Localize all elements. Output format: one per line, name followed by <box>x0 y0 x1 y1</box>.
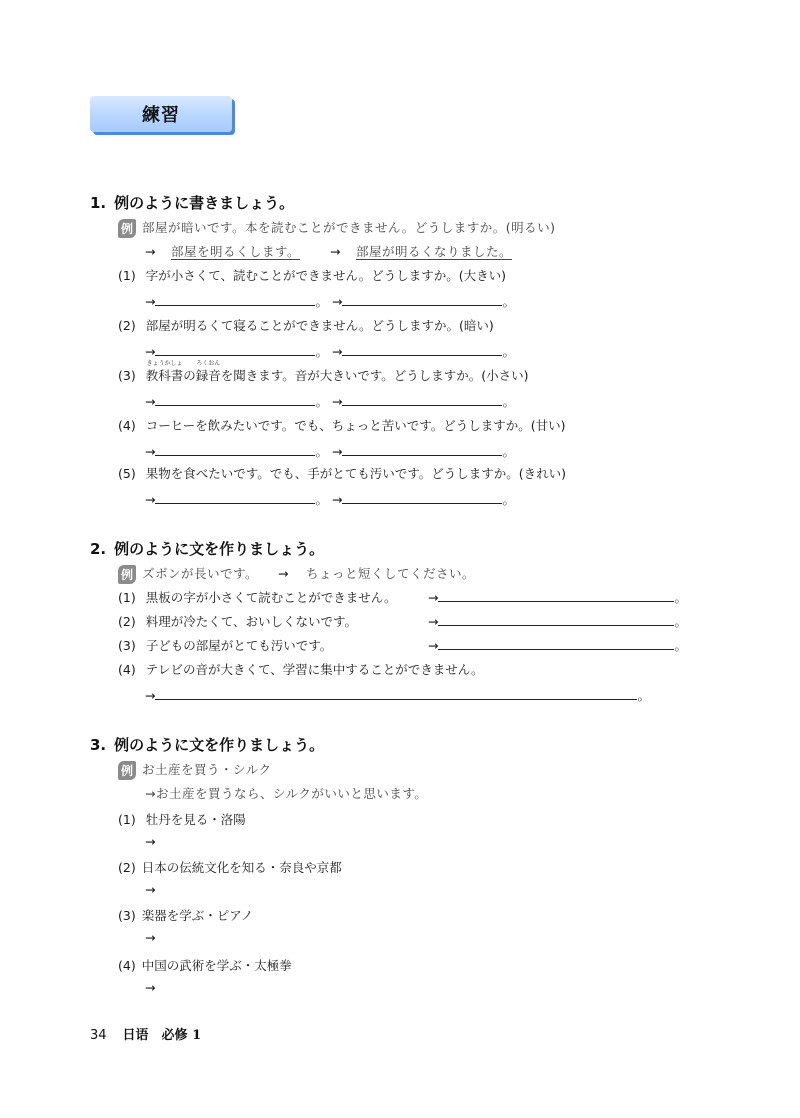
item-label: (2) <box>118 860 136 875</box>
section3-item-2-answer <box>145 882 155 897</box>
example-badge: 例 <box>118 219 136 238</box>
item-text-part: を聞きます。音が大きいです。どうしますか。(小さい) <box>220 368 529 383</box>
answer-blank[interactable] <box>438 636 674 650</box>
item-text-part: 録音 <box>195 368 221 383</box>
section3-example-answer-text: →お土産を買うなら、シルクがいいと思います。 <box>145 786 428 801</box>
item-text: 中国の武術を学ぶ・太極拳 <box>141 958 292 973</box>
section2-heading-text: 例のように文を作りましょう。 <box>114 540 325 558</box>
section2-item-1 <box>118 588 396 606</box>
answer-blank[interactable] <box>155 686 637 700</box>
section3-example-sentence: お土産を買う・シルク <box>142 762 272 777</box>
item-label: (3) <box>118 908 136 923</box>
arrow-icon: → <box>428 638 439 653</box>
arrow-icon: → <box>331 444 343 459</box>
section3-heading <box>90 734 324 755</box>
answer-blank[interactable] <box>155 342 315 356</box>
item-label: (3) <box>118 368 136 383</box>
arrow-icon: → <box>145 688 156 703</box>
section1-item-3 <box>118 360 529 384</box>
section1-item-2 <box>118 316 494 334</box>
item-label: (2) <box>118 614 136 629</box>
section3-item-3 <box>118 906 253 924</box>
arrow-icon: → <box>145 882 156 897</box>
furigana-word <box>145 360 184 384</box>
section3-number: 3. <box>90 736 107 754</box>
item-text: テレビの音が大きくて、学習に集中することができません。 <box>145 662 484 677</box>
section1-example-sentence: 部屋が暗いです。本を読むことができません。どうしますか。(明るい) <box>142 220 556 235</box>
arrow-icon: → <box>331 394 343 409</box>
section2-heading <box>90 538 324 559</box>
section2-item-3-answer <box>428 636 687 654</box>
section2-example-answer: ちょっと短くしてください。 <box>306 566 476 581</box>
book-title: 日语 必修 1 <box>122 1028 202 1043</box>
item-text: 日本の伝統文化を知る・奈良や京都 <box>141 860 342 875</box>
section3-item-2 <box>118 858 342 876</box>
section2-number: 2. <box>90 540 107 558</box>
period: 。 <box>674 638 687 653</box>
arrow-icon: → <box>331 294 343 309</box>
period: 。 <box>502 394 515 409</box>
section1-item-4 <box>118 416 565 434</box>
example-badge: 例 <box>118 565 136 584</box>
item-label: (3) <box>118 638 136 653</box>
period: 。 <box>674 614 687 629</box>
answer-blank[interactable] <box>342 292 502 306</box>
section3-example <box>118 760 271 780</box>
section1-example-answer-2: 部屋が明るくなりました。 <box>355 244 512 259</box>
answer-blank[interactable] <box>438 612 674 626</box>
item-label: (1) <box>118 268 136 283</box>
item-label: (2) <box>118 318 136 333</box>
period: 。 <box>315 492 328 507</box>
period: 。 <box>502 344 515 359</box>
arrow-icon: → <box>331 344 343 359</box>
section3-example-answer <box>145 784 427 802</box>
answer-blank[interactable] <box>155 490 315 504</box>
section1-heading <box>90 192 294 213</box>
item-label: (4) <box>118 418 136 433</box>
answer-blank[interactable] <box>342 442 502 456</box>
item-text: 牡丹を見る・洛陽 <box>145 812 246 827</box>
section2-item-2-answer <box>428 612 687 630</box>
section1-item-1-answers <box>145 292 515 310</box>
furigana: きょうかしょ <box>146 360 183 367</box>
item-text-part: 教科書 <box>145 368 184 383</box>
period: 。 <box>637 688 650 703</box>
arrow-icon: → <box>329 244 341 259</box>
answer-blank[interactable] <box>438 588 674 602</box>
arrow-icon: → <box>428 590 439 605</box>
section3-item-4 <box>118 956 292 974</box>
section2-item-1-answer <box>428 588 687 606</box>
section3-item-4-answer <box>145 980 155 995</box>
item-label: (1) <box>118 812 136 827</box>
arrow-icon: → <box>145 492 156 507</box>
arrow-icon: → <box>145 444 156 459</box>
section1-item-1 <box>118 266 506 284</box>
section2-item-3 <box>118 636 332 654</box>
section3-item-1 <box>118 810 246 828</box>
period: 。 <box>315 294 328 309</box>
section1-heading-text: 例のように書きましょう。 <box>114 194 295 212</box>
section1-item-3-answers <box>145 392 515 410</box>
furigana-word <box>195 360 221 384</box>
item-text: 楽器を学ぶ・ピアノ <box>141 908 254 923</box>
arrow-icon: → <box>428 614 439 629</box>
arrow-icon: → <box>145 930 156 945</box>
section2-item-2 <box>118 612 357 630</box>
arrow-icon: → <box>145 294 156 309</box>
section3-item-1-answer <box>145 834 155 849</box>
answer-blank[interactable] <box>155 292 315 306</box>
section1-example-answers <box>145 242 512 260</box>
section2-item-4-answer <box>145 686 650 704</box>
section1-example <box>118 218 556 238</box>
answer-blank[interactable] <box>342 490 502 504</box>
item-text: 果物を食べたいです。でも、手がとても汚いです。どうしますか。(きれい) <box>145 466 566 481</box>
answer-blank[interactable] <box>155 392 315 406</box>
section1-number: 1. <box>90 194 107 212</box>
period: 。 <box>315 444 328 459</box>
answer-blank[interactable] <box>155 442 315 456</box>
item-label: (4) <box>118 662 136 677</box>
item-text: 黒板の字が小さくて読むことができません。 <box>145 590 397 605</box>
item-label: (1) <box>118 590 136 605</box>
arrow-icon: → <box>145 834 156 849</box>
item-text: 部屋が明るくて寝ることができません。どうしますか。(暗い) <box>145 318 494 333</box>
example-badge: 例 <box>118 761 136 780</box>
item-label: (5) <box>118 466 136 481</box>
arrow-icon: → <box>278 566 289 581</box>
page-number: 34 <box>90 1028 107 1043</box>
period: 。 <box>315 344 328 359</box>
section1-item-5-answers <box>145 490 515 508</box>
section1-example-answer-1: 部屋を明るくします。 <box>170 244 300 259</box>
section1-item-5 <box>118 464 566 482</box>
answer-blank[interactable] <box>342 342 502 356</box>
arrow-icon: → <box>331 492 343 507</box>
arrow-icon: → <box>145 980 156 995</box>
period: 。 <box>502 492 515 507</box>
item-text-part: の <box>183 368 196 383</box>
section2-example-sentence: ズボンが長いです。 <box>142 566 259 581</box>
item-text: コーヒーを飲みたいです。でも、ちょっと苦いです。どうしますか。(甘い) <box>145 418 566 433</box>
arrow-icon: → <box>145 244 156 259</box>
page-footer <box>90 1024 201 1043</box>
furigana: ろくおん <box>196 360 221 367</box>
period: 。 <box>315 394 328 409</box>
section3-heading-text: 例のように文を作りましょう。 <box>114 736 325 754</box>
item-label: (4) <box>118 958 136 973</box>
section3-item-3-answer <box>145 930 155 945</box>
arrow-icon: → <box>145 394 156 409</box>
item-text: 料理が冷たくて、おいしくないです。 <box>145 614 357 629</box>
section2-item-4 <box>118 660 483 678</box>
answer-blank[interactable] <box>342 392 502 406</box>
item-text: 子どもの部屋がとても汚いです。 <box>145 638 333 653</box>
period: 。 <box>674 590 687 605</box>
period: 。 <box>502 444 515 459</box>
page-title: 練習 <box>90 96 232 132</box>
period: 。 <box>502 294 515 309</box>
item-text: 字が小さくて、読むことができません。どうしますか。(大きい) <box>145 268 506 283</box>
arrow-icon: → <box>145 344 156 359</box>
section2-example <box>118 564 475 584</box>
section1-item-4-answers <box>145 442 515 460</box>
